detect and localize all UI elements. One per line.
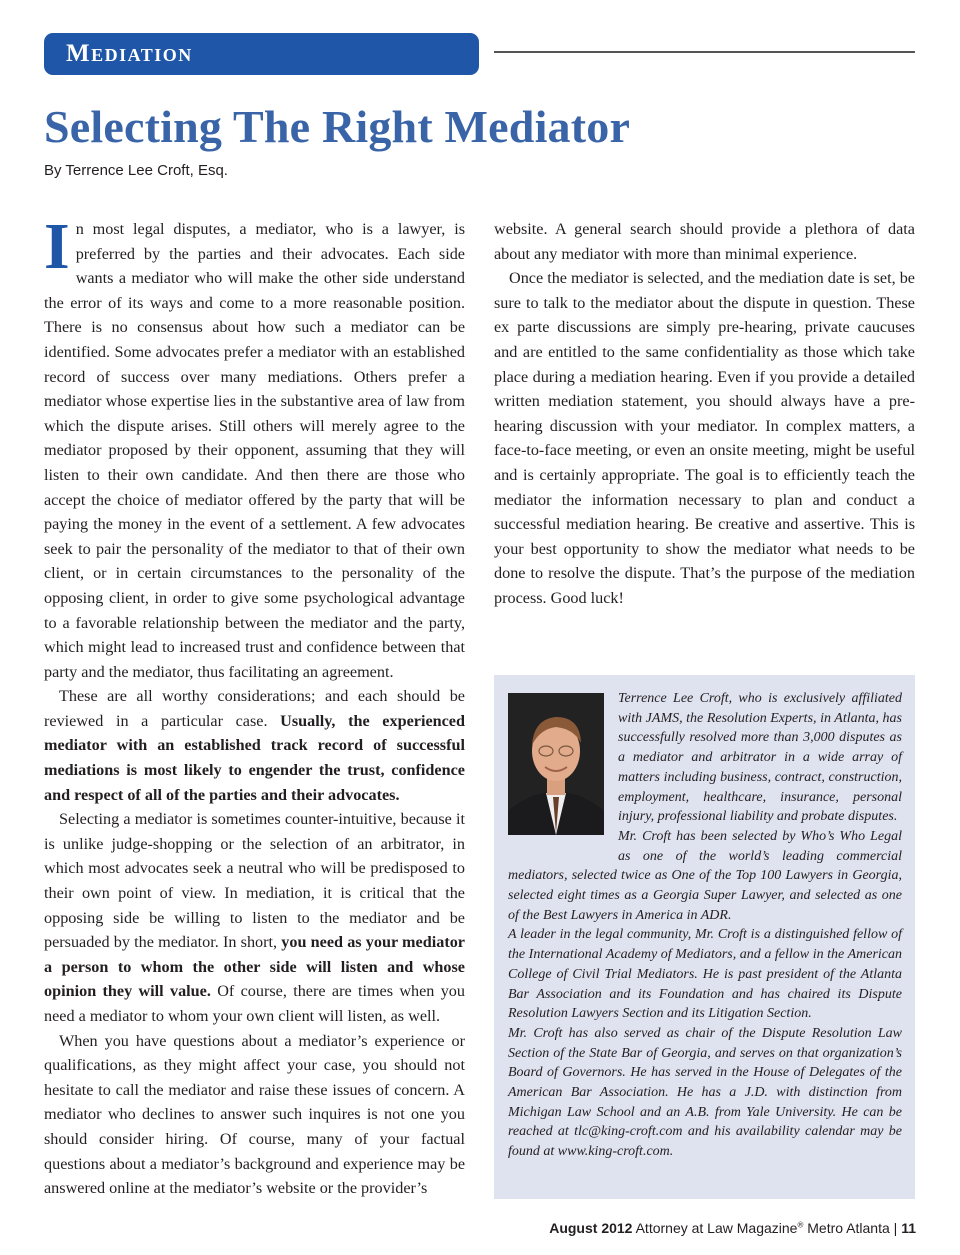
paragraph-5 <box>494 266 915 610</box>
byline: By Terrence Lee Croft, Esq. <box>44 162 228 179</box>
footer-edition: Metro Atlanta <box>807 1220 890 1236</box>
author-bio-text <box>508 689 902 1162</box>
paragraph-4-continued <box>494 217 915 266</box>
section-tab <box>44 33 479 75</box>
drop-cap: I <box>44 210 70 283</box>
footer-date: August 2012 <box>549 1220 633 1236</box>
paragraph-4-text: When you have questions about a mediator’s experience or qualifications, as they might affect your case, you should not hesitate to call the mediator and raise these issues of concern. A mediator who declines to answer such inquires is not one you should consider hiring. Of course, many of your factual questions about a mediator’s background and experience may be answered online at the mediator’s website or the provider’s <box>44 1031 465 1198</box>
article-column-right <box>494 217 915 611</box>
footer-registered-mark: ® <box>797 1220 804 1230</box>
page-footer <box>549 1220 916 1236</box>
paragraph-3 <box>44 807 465 1028</box>
paragraph-5-text: Once the mediator is selected, and the mediation date is set, be sure to talk to the mediator about the dispute in question. These ex parte discussions are simply pre-hearing, private caucuses and are entitled to the same confidentiality as those which take place during a mediation hearing. Even if you provide a detailed written mediation statement, you should always have a pre-hearing discussion with your mediator. In complex matters, a face-to-face meeting, or even an onsite meeting, might be useful and is certainly appropriate. The goal is to efficiently teach the mediator the information necessary to plan and conduct a successful mediation hearing. Be creative and assertive. This is your best opportunity to show the mediator what needs to be done to resolve the dispute. That’s the purpose of the mediation process. Good luck! <box>494 269 915 607</box>
bio-paragraph-1: Terrence Lee Croft, who is exclusively affiliated with JAMS, the Resolution Experts, in Atlanta, has successfully resolved more than 3,000 disputes as a mediator and arbitrator in a wide array of matters including business, contract, construction, employment, healthcare, insurance, personal injury, professional liability and probate disputes. <box>618 691 902 825</box>
footer-separator: | <box>893 1220 898 1236</box>
page-number: 11 <box>901 1220 916 1236</box>
bio-paragraph-3: A leader in the legal community, Mr. Croft is a distinguished fellow of the International Academy of Mediators, and a fellow in the American College of Civil Trial Mediators. He is past president of the Atlanta Bar Association and its Foundation and has chaired its Dispute Resolution Lawyers Section and its Litigation Section. <box>508 927 902 1022</box>
author-bio-box <box>494 675 915 1199</box>
paragraph-4-start <box>44 1029 465 1201</box>
article-column-left <box>44 210 465 1201</box>
bio-paragraph-2: Mr. Croft has been selected by Who’s Who Legal as one of the world’s leading commercial mediators, selected twice as One of the Top 100 Lawyers in Georgia, selected eight times as a Georgia Super Lawyer, and selected as one of the Best Lawyers in America in ADR. <box>508 828 902 923</box>
paragraph-2 <box>44 684 465 807</box>
paragraph-1 <box>44 210 465 684</box>
paragraph-3-text: Selecting a mediator is sometimes counter-intuitive, because it is unlike judge-shopping or the selection of an arbitrator, in which most advocates seek a neutral who will be predisposed to their own point of view. In mediation, it is critical that the opposing side be willing to listen to the mediator and be persuaded by the mediator. In short, <box>44 810 465 952</box>
bio-paragraph-4: Mr. Croft has also served as chair of the Dispute Resolution Law Section of the State Bar of Georgia, and serves on that organization’s Board of Governors. He has served in the House of Delegates of the American Bar Association. He has a J.D. with distinction from Michigan Law School and an A.B. from Yale University. He can be reached at tlc@king-croft.com and his availability calendar may be found at www.king-croft.com. <box>508 1025 902 1160</box>
section-label: Mediation <box>66 40 193 67</box>
footer-magazine: Attorney at Law Magazine <box>635 1220 798 1236</box>
paragraph-4-text-continued: website. A general search should provide a plethora of data about any mediator with more than minimal experience. <box>494 220 915 263</box>
article-title: Selecting The Right Mediator <box>44 101 631 152</box>
photo-float-space <box>508 689 604 847</box>
paragraph-1-text: n most legal disputes, a mediator, who is a lawyer, is preferred by the parties and their advocates. Each side wants a mediator who will make the other side understand the error of its ways and come to a more reasonable position. There is no consensus about how such a mediator can be identified. Some advocates prefer a mediator with an established record of success over many mediations. Others prefer a mediator whose expertise lies in the substantive area of law from which the dispute arises. Still others will merely agree to the mediator proposed by their opponent, assuming that they will listen to their own candidate. And then there are those who accept the choice of mediator offered by the party that will be paying the money in the event of a settlement. A few advocates seek to pair the personality of the mediator to that of their own client, or in certain circumstances to the personality of the opposing client, in order to give some psychological advantage to a favorable relationship between the mediator and the party, which might lead to increased trust and confidence between that party and the mediator, thus facilitating an agreement. <box>44 220 465 681</box>
paragraph-3-end: Of course, there are times when you need a mediator to whom your own client will listen, as well. <box>44 982 465 1025</box>
paragraph-3-emphasis: you need as your mediator a person to whom the other side will listen and whose opinion they will value. <box>44 933 465 1001</box>
paragraph-2-emphasis: Usually, the experienced mediator with an established track record of successful mediations is most likely to engender the trust, confidence and respect of all of the parties and their advocates. <box>44 711 465 804</box>
paragraph-2-text: These are all worthy considerations; and each should be reviewed in a particular case. <box>44 687 465 730</box>
header-rule <box>494 51 915 53</box>
